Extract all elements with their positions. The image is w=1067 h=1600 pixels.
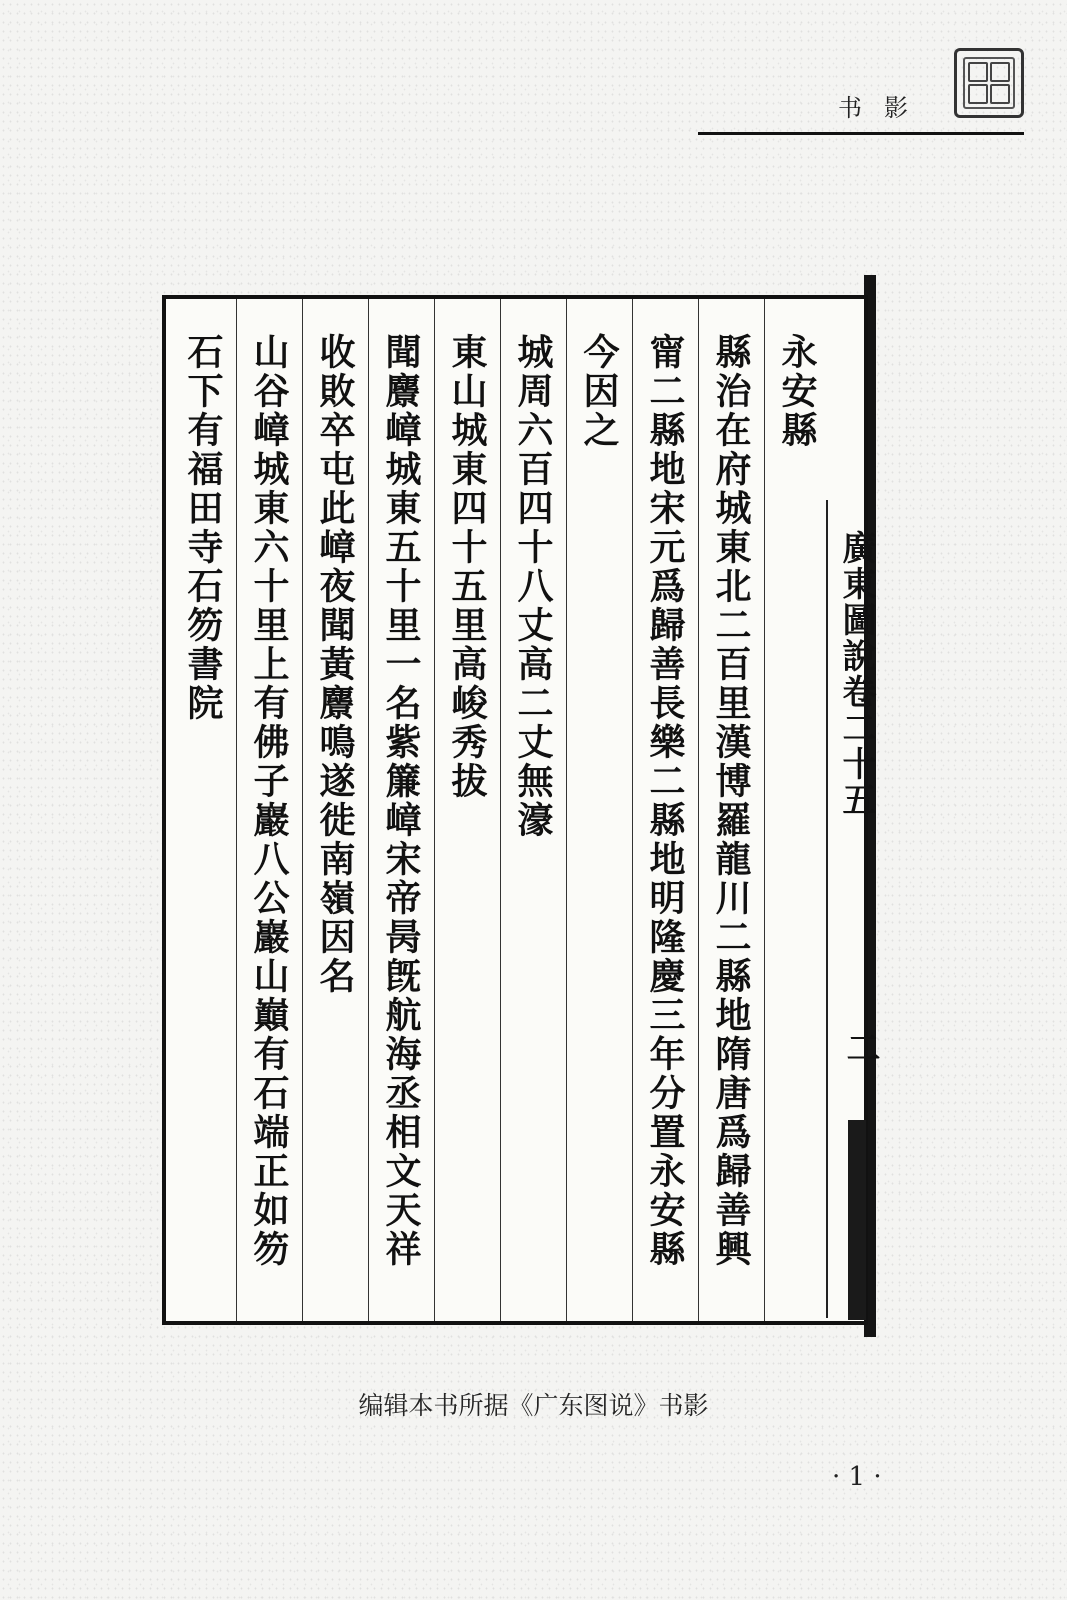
text-column-2: 縣治在府城東北二百里漢博羅龍川二縣地隋唐爲歸善興 (710, 333, 752, 1269)
book-page-scan (162, 295, 868, 1325)
column-rule (368, 299, 369, 1321)
text-column-10: 石下有福田寺石笏書院 (182, 333, 224, 723)
text-column-9: 山谷嶂城東六十里上有佛子巖八公巖山巔有石端正如笏 (248, 333, 290, 1269)
figure-caption: 编辑本书所据《广东图说》书影 (358, 1391, 709, 1420)
fold-black-block (848, 1120, 866, 1320)
text-column-1: 永安縣 (776, 333, 818, 450)
text-column-5: 城周六百四十八丈高二丈無濠 (512, 333, 554, 840)
column-rule (500, 299, 501, 1321)
column-rule (434, 299, 435, 1321)
text-column-4: 今因之 (578, 333, 620, 450)
column-rule (302, 299, 303, 1321)
seal-stamp-icon (954, 48, 1024, 118)
section-header-label: 书影 (838, 94, 930, 122)
column-rule (632, 299, 633, 1321)
column-rule (698, 299, 699, 1321)
text-column-8: 收敗卒屯此嶂夜聞黃麖鳴遂徙南嶺因名 (314, 333, 356, 996)
page-number: · 1 · (832, 1462, 882, 1492)
fold-margin-leaf-number: 二 (840, 1030, 880, 1064)
text-column-3: 甯二縣地宋元爲歸善長樂二縣地明隆慶三年分置永安縣 (644, 333, 686, 1269)
fold-margin-title: 廣東圖說卷二十五 (836, 530, 876, 818)
column-rule (566, 299, 567, 1321)
text-column-6: 東山城東四十五里高峻秀拔 (446, 333, 488, 801)
text-column-7: 聞麖嶂城東五十里一名紫簾嶂宋帝昺旣航海丞相文天祥 (380, 333, 422, 1269)
column-rule (764, 299, 765, 1321)
header-rule (698, 132, 1024, 135)
column-rule (236, 299, 237, 1321)
